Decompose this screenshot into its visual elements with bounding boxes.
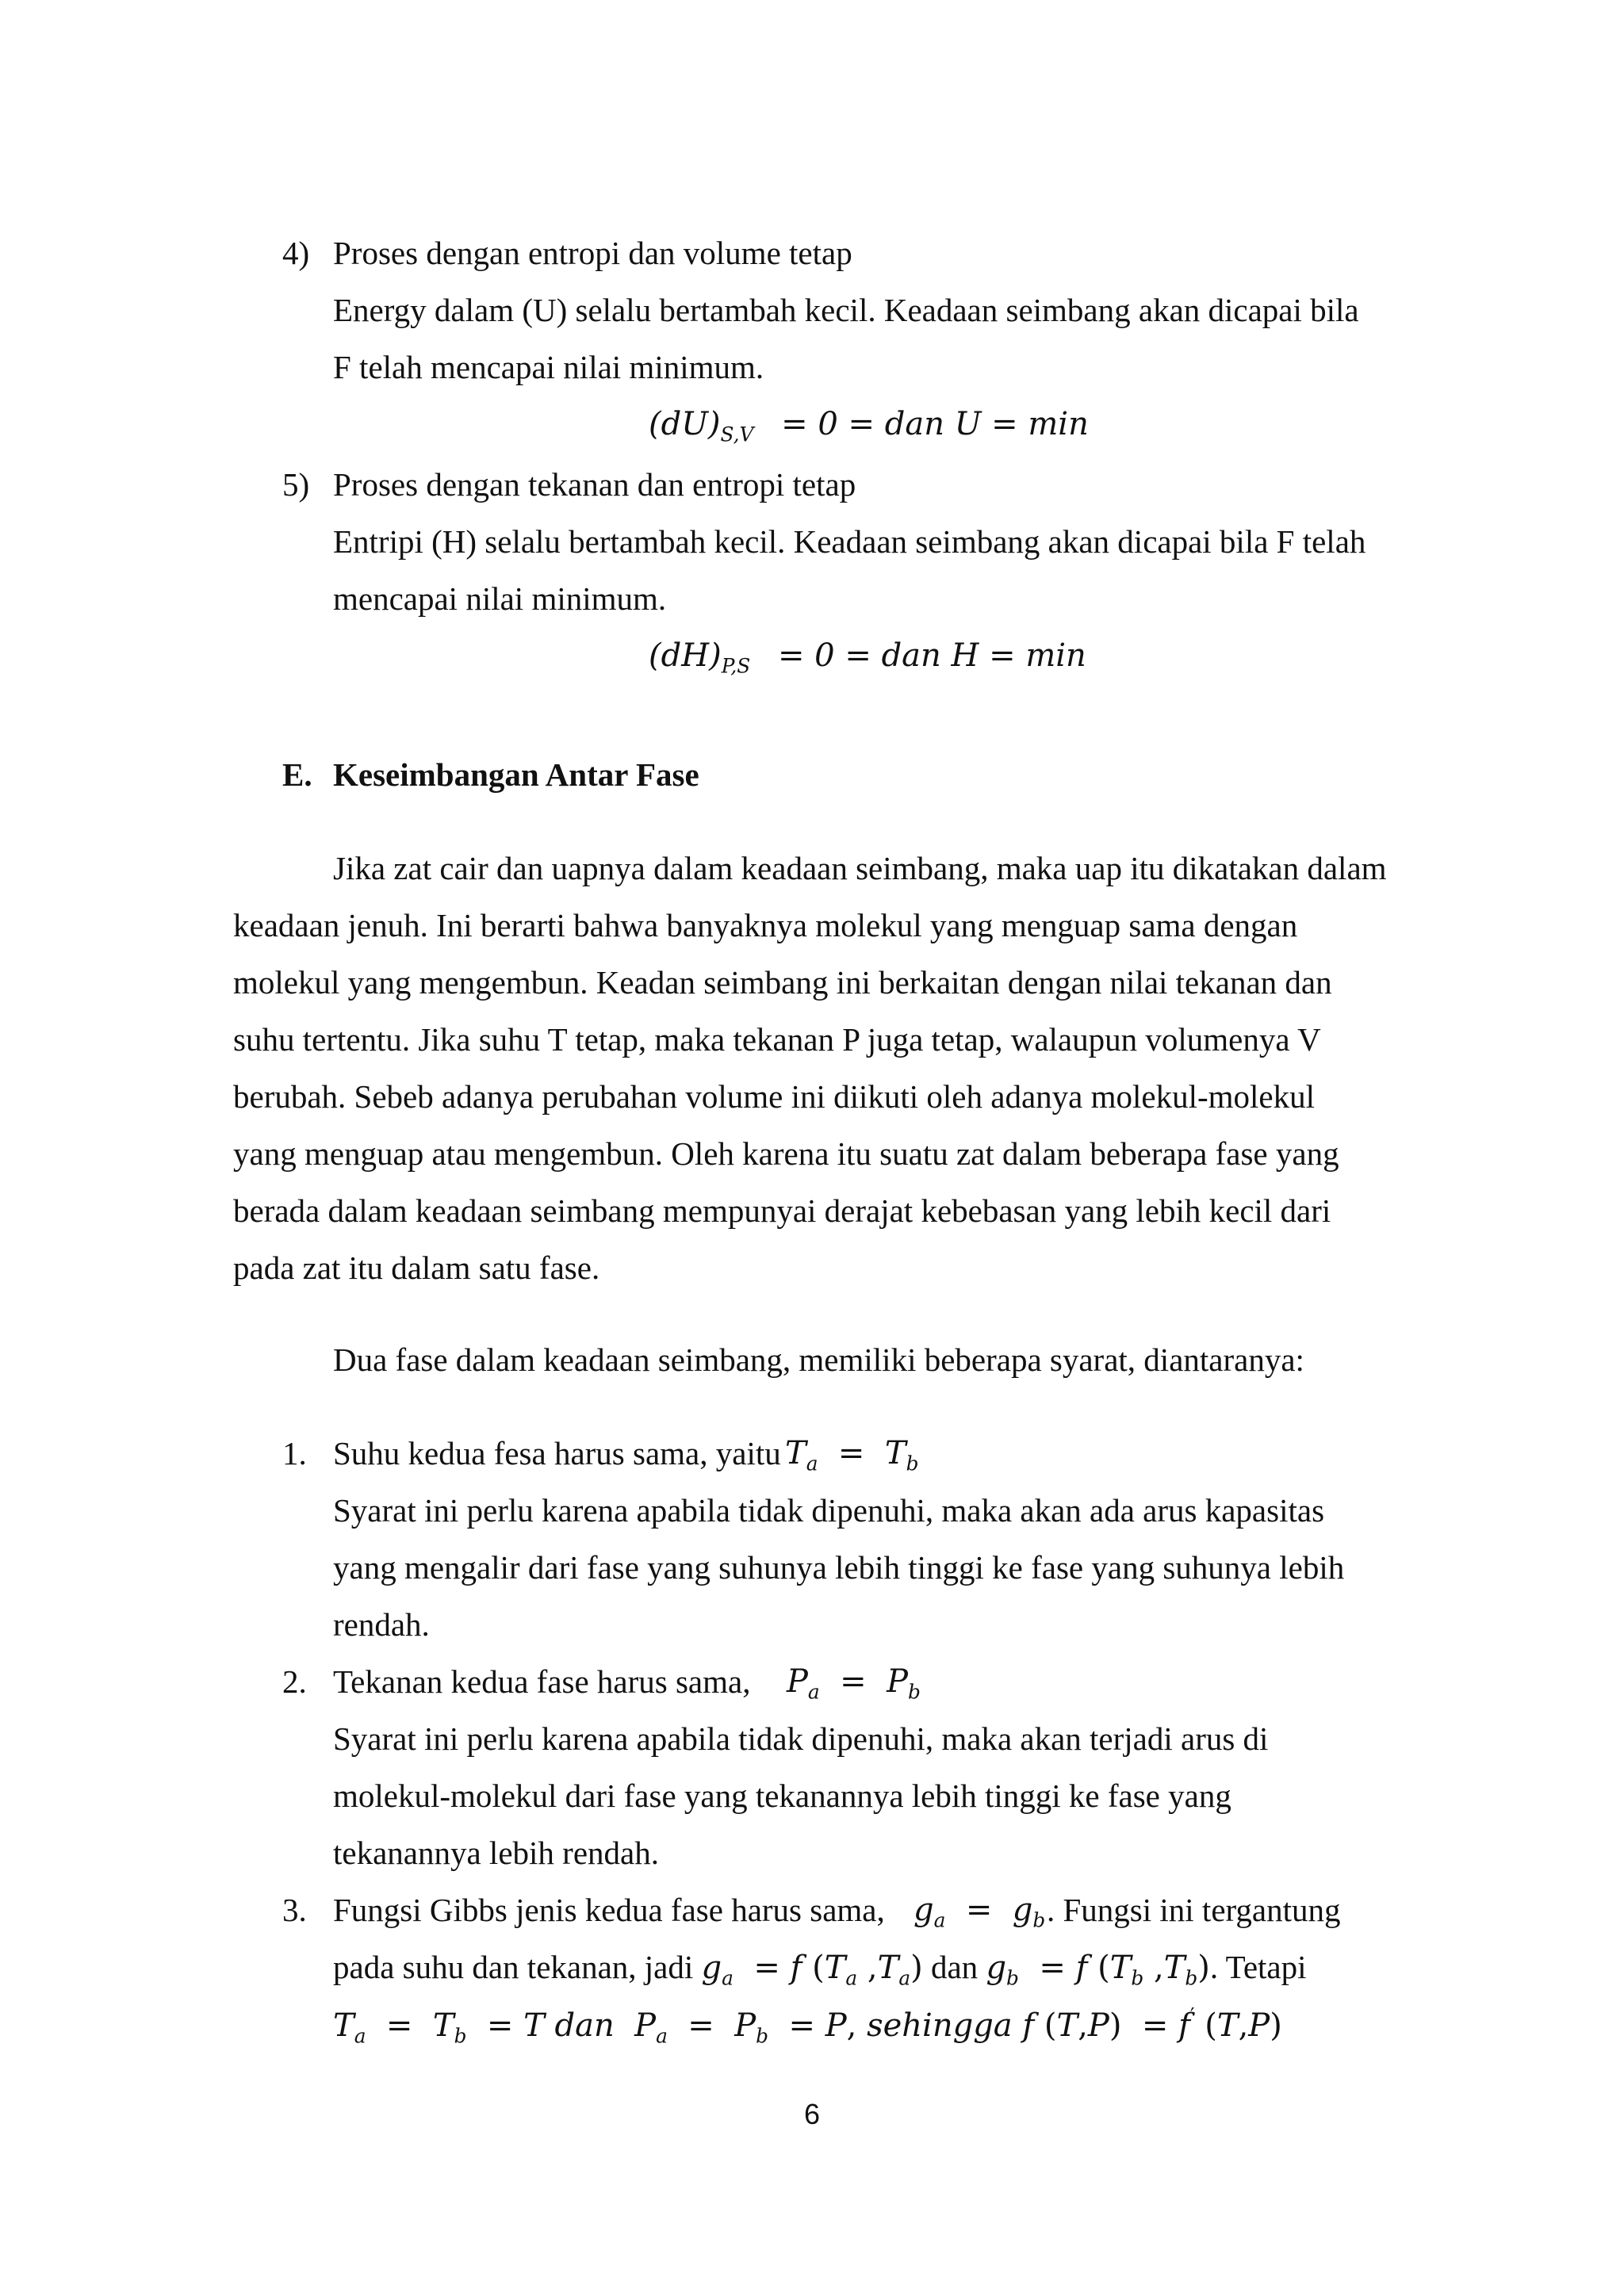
item-5-text-line-2: mencapai nilai minimum. — [333, 580, 667, 617]
condition-2-lead: Tekanan kedua fase harus sama, — [333, 1663, 751, 1700]
paragraph-1-line: suhu tertentu. Jika suhu T tetap, maka tekanan P juga tetap, walaupun volumenya V — [233, 1021, 1321, 1058]
item-4-text-line-1: Energy dalam (U) selalu bertambah kecil. Keadaan seimbang akan dicapai bila — [333, 292, 1359, 328]
condition-2-text-line: tekanannya lebih rendah. — [333, 1835, 659, 1871]
item-5-text-line-1: Entripi (H) selalu bertambah kecil. Keadaan seimbang akan dicapai bila F telah — [333, 523, 1366, 560]
condition-3-line2-mid: dan — [930, 1949, 979, 1985]
condition-1-text-line: Syarat ini perlu karena apabila tidak dipenuhi, maka akan ada arus kapasitas — [333, 1492, 1325, 1529]
condition-3-line2-start: pada suhu dan tekanan, jadi — [333, 1949, 694, 1985]
condition-1-lead: Suhu kedua fesa harus sama, yaitu — [333, 1435, 781, 1471]
condition-2-marker: 2. — [282, 1663, 307, 1700]
condition-1-equation: $T_a = T_b$ — [785, 1435, 919, 1475]
paragraph-2: Dua fase dalam keadaan seimbang, memiliki beberapa syarat, diantaranya: — [333, 1341, 1304, 1378]
item-5-eq-subscript: P,S — [721, 654, 751, 678]
condition-3-ga-function: $g_a = f$ ($T_a$ $,T_a$) — [701, 1950, 923, 1990]
section-letter: E. — [282, 756, 312, 793]
section-heading — [282, 755, 699, 794]
item-4-title-line — [282, 233, 852, 273]
condition-3-equation: $g_a = g_b$ — [914, 1892, 1046, 1932]
item-4-equation — [649, 404, 1089, 444]
condition-3-gb-function: $g_b = f$ ($T_b$ $,T_b$) — [986, 1950, 1210, 1990]
item-5-eq-right: = 0 = dan H = min — [777, 637, 1086, 674]
item-5-title: Proses dengan tekanan dan entropi tetap — [333, 466, 856, 503]
condition-1-text-line: rendah. — [333, 1606, 430, 1643]
condition-3-after-equation: . Fungsi ini tergantung — [1047, 1892, 1341, 1928]
paragraph-1-line: pada zat itu dalam satu fase. — [233, 1249, 600, 1286]
item-4-eq-left: (dU) — [649, 406, 721, 442]
item-4-eq-right: = 0 = dan U = min — [781, 406, 1089, 442]
paragraph-1-line: keadaan jenuh. Ini berarti bahwa banyaknya molekul yang menguap sama dengan — [233, 907, 1298, 943]
condition-1-text-line: yang mengalir dari fase yang suhunya lebih tinggi ke fase yang suhunya lebih — [333, 1549, 1345, 1586]
section-title: Keseimbangan Antar Fase — [333, 756, 699, 793]
item-4-marker: 4) — [282, 235, 310, 271]
condition-3-line2-end: . Tetapi — [1209, 1949, 1307, 1985]
paragraph-1-line: berada dalam keadaan seimbang mempunyai derajat kebebasan yang lebih kecil dari — [233, 1192, 1331, 1229]
condition-2-text-line: Syarat ini perlu karena apabila tidak dipenuhi, maka akan terjadi arus di — [333, 1720, 1269, 1757]
paragraph-1-line: berubah. Sebeb adanya perubahan volume ini diikuti oleh adanya molekul-molekul — [233, 1078, 1315, 1115]
condition-1-marker: 1. — [282, 1435, 307, 1471]
paragraph-1-line: Jika zat cair dan uapnya dalam keadaan seimbang, maka uap itu dikatakan dalam — [333, 850, 1387, 886]
item-5-equation — [649, 636, 1086, 678]
item-5-marker: 5) — [282, 466, 310, 503]
condition-3-lead: Fungsi Gibbs jenis kedua fase harus sama, — [333, 1892, 885, 1928]
condition-3-lead-line — [282, 1890, 1341, 1932]
condition-2-text-line: molekul-molekul dari fase yang tekanannya lebih tinggi ke fase yang — [333, 1777, 1231, 1814]
paragraph-1-line: molekul yang mengembun. Keadan seimbang ini berkaitan dengan nilai tekanan dan — [233, 964, 1332, 1001]
condition-2-equation: $P_a = P_b$ — [787, 1663, 921, 1704]
condition-3-line-2 — [333, 1947, 1307, 1990]
paragraph-1-line: yang menguap atau mengembun. Oleh karena itu suatu zat dalam beberapa fase yang — [233, 1135, 1339, 1172]
condition-3-final-equation: $T_a = T_b = T$ dan $P_a = P_b = P$, sehingga f (T,P) = f′ (T,P) — [333, 2003, 1282, 2048]
condition-2-lead-line — [282, 1662, 921, 1704]
item-4-title: Proses dengan entropi dan volume tetap — [333, 235, 852, 271]
item-5-title-line — [282, 465, 856, 504]
page-number: 6 — [803, 2098, 821, 2130]
item-4-eq-subscript: S,V — [720, 423, 754, 446]
item-5-eq-left: (dH) — [649, 637, 722, 674]
item-4-text-line-2: F telah mencapai nilai minimum. — [333, 349, 764, 385]
condition-1-lead-line — [282, 1433, 919, 1475]
condition-3-marker: 3. — [282, 1892, 307, 1928]
